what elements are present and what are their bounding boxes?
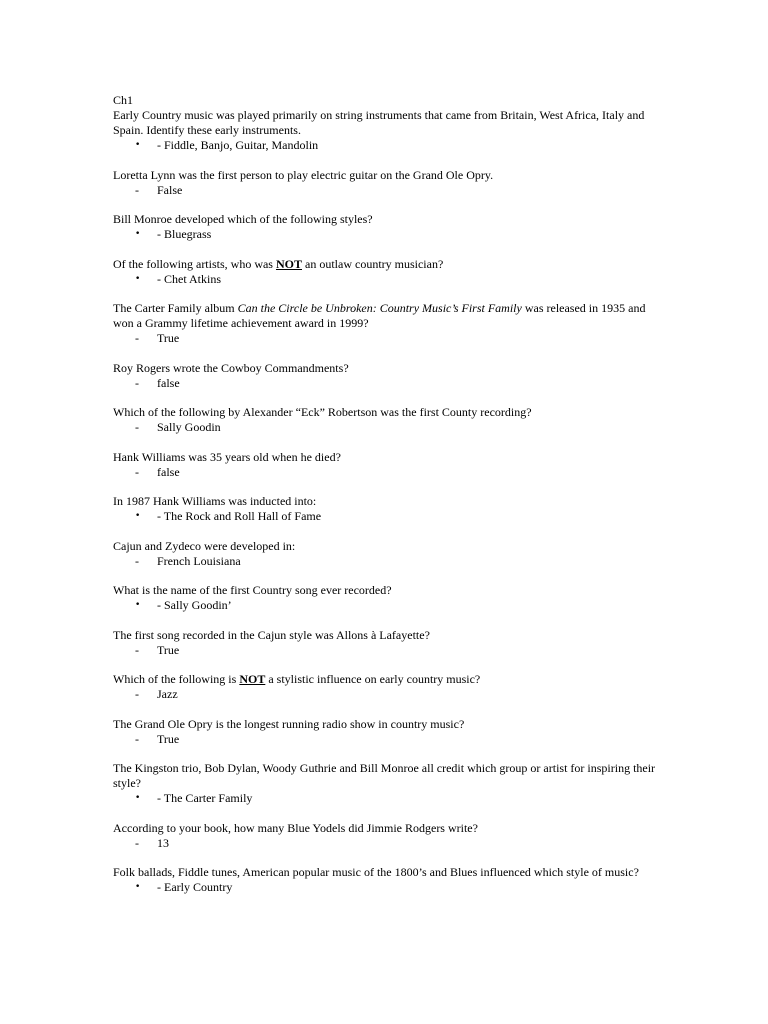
question-block — [113, 717, 658, 747]
answer-item — [134, 643, 658, 658]
question-text-part: an outlaw country musician? — [302, 256, 444, 271]
answer-item — [134, 272, 658, 287]
question-text: The Kingston trio, Bob Dylan, Woody Guthrie and Bill Monroe all credit which group or artist for inspiring their style? — [113, 761, 656, 790]
answer-item — [134, 376, 658, 391]
question-text: What is the name of the first Country song ever recorded? — [113, 583, 392, 597]
answer-text: - Bluegrass — [157, 227, 212, 241]
answer-item — [134, 836, 658, 851]
question-text — [113, 672, 658, 687]
dash-marker: - — [135, 835, 139, 850]
answer-text: - Early Country — [157, 880, 233, 894]
question-text: Folk ballads, Fiddle tunes, American popular music of the 1800’s and Blues influenced which style of music? — [113, 865, 639, 879]
question-text: Which of the following by Alexander “Eck” Robertson was the first County recording? — [113, 405, 532, 419]
bullet-marker: • — [135, 511, 141, 521]
dash-marker: - — [135, 375, 139, 390]
answer-item — [134, 227, 658, 242]
question-text-part: Which of the following is — [113, 672, 240, 686]
bullet-marker: • — [135, 273, 141, 284]
question-block — [113, 168, 658, 198]
dash-marker: - — [135, 331, 139, 345]
question-block — [113, 494, 658, 524]
dash-marker: - — [135, 642, 139, 657]
question-block — [113, 672, 658, 702]
answer-text: True — [157, 642, 180, 657]
question-text-part: a stylistic influence on early country music? — [265, 672, 481, 686]
question-block — [113, 583, 658, 613]
dash-marker: - — [135, 420, 139, 434]
answer-item — [134, 791, 658, 806]
answer-item — [134, 331, 658, 346]
question-text — [113, 257, 658, 272]
dash-marker: - — [135, 731, 139, 746]
answer-item — [134, 465, 658, 480]
question-text: The first song recorded in the Cajun style was Allons à Lafayette? — [113, 627, 430, 642]
question-text: In 1987 Hank Williams was inducted into: — [113, 494, 317, 508]
question-block — [113, 212, 658, 242]
dash-marker: - — [135, 687, 139, 701]
dash-marker: - — [135, 553, 139, 568]
answer-text: - Fiddle, Banjo, Guitar, Mandolin — [157, 138, 319, 152]
question-text: Roy Rogers wrote the Cowboy Commandments? — [113, 360, 349, 375]
answer-item — [134, 554, 658, 569]
question-text: Hank Williams was 35 years old when he died? — [113, 449, 341, 464]
answer-item — [134, 509, 658, 524]
question-text: The Grand Ole Opry is the longest running radio show in country music? — [113, 716, 465, 731]
emphasis-text: NOT — [275, 256, 302, 271]
answer-text: Sally Goodin — [157, 420, 221, 434]
question-block — [113, 539, 658, 569]
question-text: Loretta Lynn was the first person to play electric guitar on the Grand Ole Opry. — [113, 167, 494, 182]
question-text-part: was released in 1935 and won a Grammy lifetime achievement award in 1999? — [113, 301, 646, 330]
answer-text: True — [157, 731, 180, 746]
bullet-marker: • — [135, 229, 141, 239]
bullet-marker: • — [135, 793, 141, 803]
answer-item — [134, 880, 658, 895]
question-block — [113, 361, 658, 391]
answer-text: 13 — [157, 835, 169, 850]
bullet-marker: • — [135, 600, 141, 610]
question-block — [113, 761, 658, 806]
bullet-marker: • — [135, 140, 141, 150]
dash-marker: - — [135, 182, 139, 197]
answer-text: false — [157, 464, 180, 479]
answer-item — [134, 687, 658, 702]
question-block — [113, 628, 658, 658]
document-body — [113, 93, 658, 910]
bullet-marker: • — [135, 882, 141, 892]
question-text: Cajun and Zydeco were developed in: — [113, 538, 296, 553]
album-title: Can the Circle be Unbroken: Country Music’s First Family — [237, 301, 522, 315]
question-text-part: The Carter Family album — [113, 301, 238, 315]
question-block — [113, 865, 658, 895]
question-block — [113, 301, 658, 346]
answer-text: Jazz — [157, 687, 178, 701]
answer-text: - Chet Atkins — [157, 271, 222, 286]
question-text: According to your book, how many Blue Yodels did Jimmie Rodgers write? — [113, 820, 478, 835]
answer-item — [134, 183, 658, 198]
question-text-part: Of the following artists, who was — [113, 256, 276, 271]
question-text: Bill Monroe developed which of the following styles? — [113, 212, 373, 226]
question-block — [113, 108, 658, 153]
answer-text: false — [157, 375, 180, 390]
answer-text: True — [157, 331, 180, 345]
answer-text: - The Carter Family — [157, 791, 253, 805]
answer-item — [134, 420, 658, 435]
question-block — [113, 405, 658, 435]
emphasis-text: NOT — [239, 672, 266, 686]
chapter-heading: Ch1 — [113, 93, 134, 107]
answer-text: False — [157, 182, 183, 197]
question-text: Early Country music was played primarily on string instruments that came from Britain, West Africa, Italy and Spain. Identify these early instruments. — [113, 108, 645, 137]
answer-text: - Sally Goodin’ — [157, 598, 232, 612]
dash-marker: - — [135, 464, 139, 479]
answer-item — [134, 598, 658, 613]
answer-item — [134, 732, 658, 747]
answer-text: - The Rock and Roll Hall of Fame — [157, 509, 322, 523]
question-block — [113, 257, 658, 287]
question-text — [113, 301, 658, 331]
question-block — [113, 450, 658, 480]
answer-item — [134, 138, 658, 153]
answer-text: French Louisiana — [157, 553, 241, 568]
question-block — [113, 821, 658, 851]
